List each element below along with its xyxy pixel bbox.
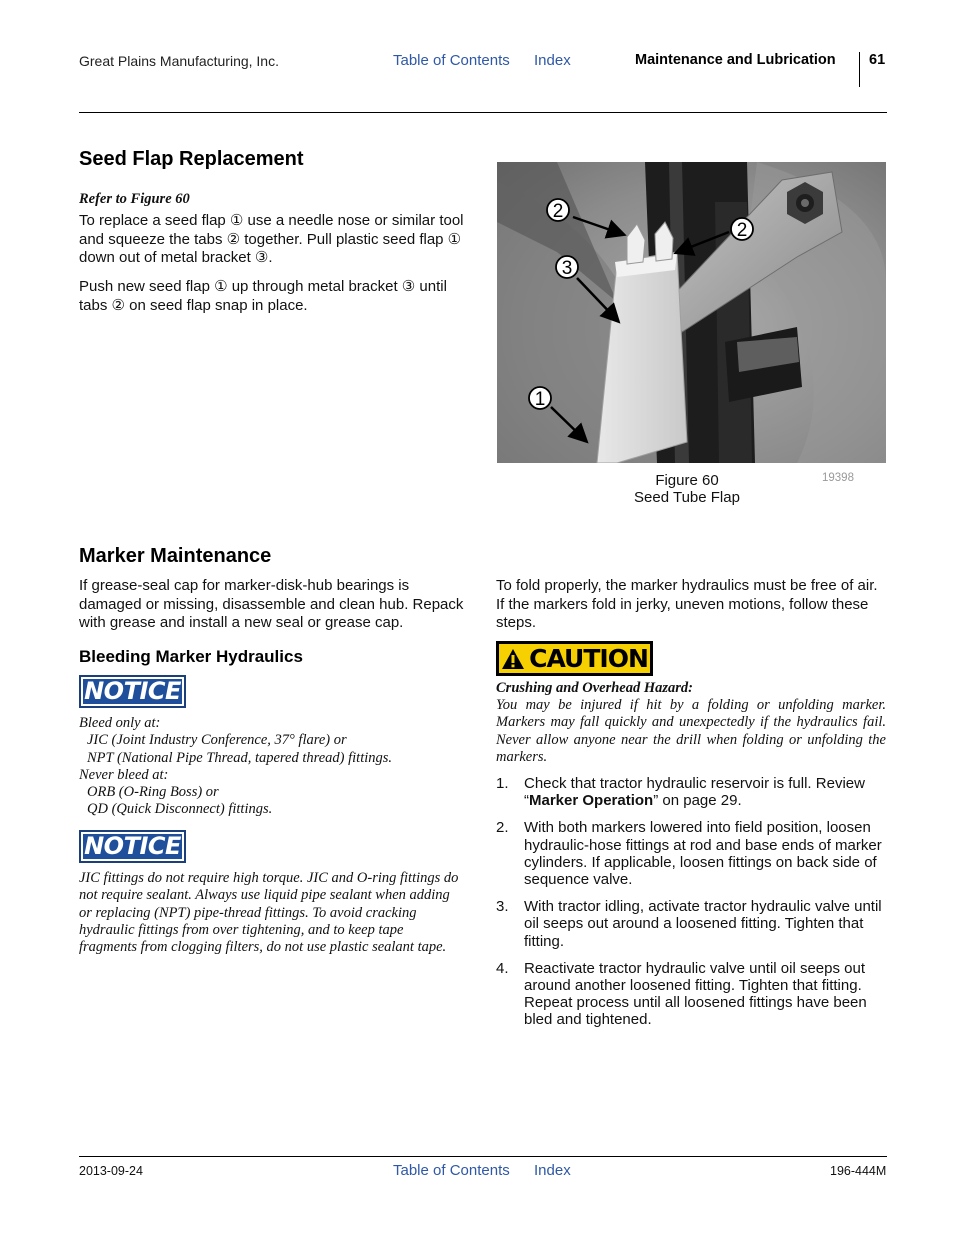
step-text: Reactivate tractor hydraulic valve until oil seeps out around another loosened fitting. Tighten that fitting. Repeat process until all loosened fittings have been bled and tightened. [524,959,867,1029]
callout-3 [556,256,578,279]
header-toc-link[interactable]: Table of Contents [393,52,510,69]
notice-1-line: JIC (Joint Industry Conference, 37° flare) or [87,732,347,749]
marker-operation-link[interactable]: Marker Operation [529,792,654,810]
bleeding-heading: Bleeding Marker Hydraulics [79,647,303,666]
hazard-title: Crushing and Overhead Hazard: [496,680,693,696]
callout-2b [731,218,753,241]
step-text: With tractor idling, activate tractor hydraulic valve until oil seeps out around a loosened fitting. Tighten that fitting. [524,898,882,950]
header-rule [79,112,887,113]
seed-flap-para-2: Push new seed flap ① up through metal bracket ③ until tabs ② on seed flap snap in place. [79,278,447,314]
page-number: 61 [869,52,886,68]
figure-caption [597,472,777,506]
notice-badge-2 [79,830,186,863]
step-text: Check that tractor hydraulic reservoir is full. Review “Marker Operation” on page 29. [524,775,865,810]
callout-1 [529,387,551,410]
marker-intro: If grease-seal cap for marker-disk-hub bearings is damaged or missing, disassemble and clean hub. Repack with grease and install a new seal or grease cap. [79,577,464,631]
svg-text:1: 1 [534,389,546,410]
notice-1-line: QD (Quick Disconnect) fittings. [87,801,273,818]
svg-text:2: 2 [552,201,564,222]
header-index-link[interactable]: Index [534,52,571,69]
footer-toc-link[interactable]: Table of Contents [393,1162,510,1179]
figure-caption-title: Seed Tube Flap [634,489,740,506]
notice-badge-1 [79,675,186,708]
notice-1-line: Bleed only at: [79,715,161,731]
callout-2a [547,199,569,222]
company-name: Great Plains Manufacturing, Inc. [79,53,279,69]
section-title: Maintenance and Lubrication [635,52,836,68]
step-number: 2. [496,819,509,837]
seed-flap-para-1: To replace a seed flap ① use a needle nose or similar tool and squeeze the tabs ② together. Pull plastic seed flap ① down out of metal bracket ③. [79,212,464,266]
notice-1-line: Never bleed at: [79,766,169,783]
step-number: 4. [496,959,509,977]
footer-rule [79,1156,887,1157]
caution-badge [496,641,653,676]
footer-doc-number: 196-444M [830,1164,887,1178]
step-item [496,775,886,809]
svg-text:2: 2 [736,220,748,241]
footer-index-link[interactable]: Index [534,1162,571,1179]
step-number: 1. [496,775,509,792]
notice-2-text: JIC fittings do not require high torque. JIC and O-ring fittings do not require sealant. Always use liquid pipe sealant when adding or replacing (NPT) pipe-thread fittings. To avoid cracking hydraulic fittings from over tightening, and to keep tape fragments from clogging filters, do not use plastic sealant tape. [79,870,459,956]
notice-1-line: ORB (O-Ring Boss) or [87,784,219,801]
fold-intro: To fold properly, the marker hydraulics must be free of air. If the markers fold in jerky, uneven motions, follow these steps. [496,577,878,631]
step-item [496,960,886,1029]
caution-label: CAUTION [529,643,648,673]
footer-date: 2013-09-24 [79,1164,143,1178]
step-item [496,819,886,888]
figure-caption-number: Figure 60 [655,472,719,489]
step-number: 3. [496,898,509,916]
marker-maintenance-heading: Marker Maintenance [79,545,272,567]
warning-triangle-icon [501,648,525,670]
notice-label-2: NOTICE [84,832,181,860]
seed-flap-heading: Seed Flap Replacement [79,148,304,170]
hazard-text: You may be injured if hit by a folding or unfolding marker. Markers may fall quickly and unexpectedly if the hydraulics fail. Never allow anyone near the drill when folding or unfolding the markers. [496,697,886,765]
notice-1-text [79,715,464,819]
notice-label-1: NOTICE [84,677,181,705]
figure-reference: Refer to Figure 60 [79,191,190,207]
notice-1-line: NPT (National Pipe Thread, tapered thread) fittings. [87,749,393,766]
svg-text:3: 3 [561,258,573,279]
step-text: With both markers lowered into field position, loosen hydraulic-hose fittings at rod and base ends of marker cylinders. If applicable, loosen fittings on back side of sequence valve. [524,819,882,889]
bleeding-steps-list [496,775,886,1039]
figure-image-id: 19398 [822,472,854,484]
header-divider [859,52,860,87]
seed-tube-flap-photo [497,162,886,463]
step-item [496,898,886,950]
